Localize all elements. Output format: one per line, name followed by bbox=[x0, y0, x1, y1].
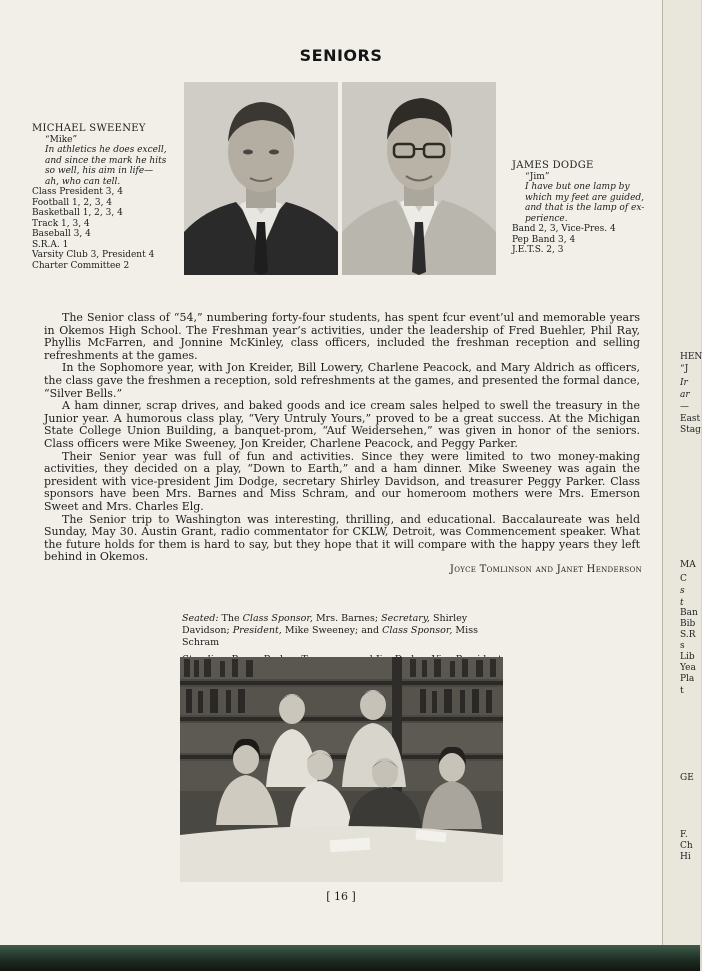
caption-role: Secretary, bbox=[381, 613, 430, 624]
page-title: SENIORS bbox=[299, 46, 383, 65]
senior-portraits bbox=[184, 82, 496, 275]
article-paragraph: Their Senior year was full of fun and activities. Since they were limited to two money-making activities, they decided on a play, “Down to Earth,” and a ham dinner. Mike Sweeney was again the president with vice-president Jim Dodge, secretary Shirley Davidson, and treasurer Peggy Parker. Class sponsors have been Mrs. Barnes and Miss Schram, and our homeroom mothers were Mrs. Emerson Sweet and Mrs. Charles Elg. bbox=[44, 449, 640, 513]
adjacent-page-fragment: “J bbox=[680, 364, 689, 374]
senior-nickname: “Mike” bbox=[45, 134, 78, 145]
senior-activity: Class President 3, 4 bbox=[32, 187, 123, 197]
adjacent-page-fragment: s bbox=[680, 641, 685, 651]
class-history-article bbox=[44, 312, 640, 564]
bio-james-dodge bbox=[512, 161, 652, 256]
adjacent-page-fragment: t bbox=[680, 686, 684, 696]
senior-activity: Football 1, 2, 3, 4 bbox=[32, 197, 113, 208]
adjacent-page-fragment: — bbox=[680, 402, 689, 412]
caption-role: President, bbox=[232, 625, 282, 636]
caption-text: The bbox=[218, 613, 243, 624]
article-paragraph: A ham dinner, scrap drives, and baked goods and ice cream sales helped to swell the treasury in the Junior year. A humorous class play, “Very Untruly Yours,” proved to be a great success. At the Michigan State College Union Building, a banquet-prom, “Auf Weidersehen,” was given in honor of the seniors. Class officers were Mike Sweeney, Jon Kreider, Charlene Peacock, and Peggy Parker. bbox=[44, 399, 640, 450]
caption-text: Mike Sweeney; and bbox=[281, 625, 383, 636]
caption-label: Seated: bbox=[182, 613, 219, 624]
article-paragraph: The Senior trip to Washington was interesting, thrilling, and educational. Baccalaureate was held Sunday, May 30. Austin Grant, radio commentator for CKLW, Detroit, was Commencement speaker. What the future holds for them is hard to say, but they hope that it will compare with the happy years they left behind in Okemos. bbox=[44, 512, 640, 564]
adjacent-page-fragment: Bib bbox=[680, 619, 696, 629]
adjacent-page-fragment: F. bbox=[680, 830, 688, 840]
caption-text: Miss Schram bbox=[182, 625, 478, 648]
class-officers-photo bbox=[180, 657, 503, 882]
senior-activity: Charter Committee 2 bbox=[32, 260, 130, 271]
caption-role: Class Sponsor, bbox=[382, 625, 453, 636]
senior-activity: Pep Band 3, 4 bbox=[512, 234, 576, 245]
adjacent-page-fragment: ar bbox=[680, 390, 690, 400]
adjacent-page-fragment: Pla bbox=[680, 674, 695, 684]
senior-quote-line: perience. bbox=[525, 213, 568, 224]
adjacent-page-fragment: s bbox=[680, 586, 685, 596]
senior-quote-line: ah, who can tell. bbox=[45, 176, 121, 187]
adjacent-page-fragment: Stag bbox=[680, 425, 701, 435]
adjacent-page-fragment: Ir bbox=[680, 378, 688, 388]
senior-activity: J.E.T.S. 2, 3 bbox=[512, 245, 564, 255]
bio-michael-sweeney bbox=[32, 124, 177, 271]
caption-role: Class Sponsor, bbox=[242, 613, 313, 624]
article-byline: Joyce Tomlinson and Janet Henderson bbox=[449, 564, 642, 575]
adjacent-page-edge bbox=[662, 0, 701, 945]
portrait-james-dodge bbox=[342, 82, 496, 275]
senior-activity: Baseball 3, 4 bbox=[32, 229, 91, 239]
senior-nickname: “Jim” bbox=[525, 171, 550, 182]
adjacent-page-fragment: Hi bbox=[680, 852, 691, 862]
senior-quote-line: which my feet are guided, bbox=[525, 192, 645, 203]
senior-activity: Basketball 1, 2, 3, 4 bbox=[32, 208, 123, 218]
senior-quote-line: In athletics he does excell, bbox=[45, 145, 167, 155]
adjacent-page-fragment: S.R bbox=[680, 630, 696, 640]
article-paragraph: The Senior class of “54,” numbering forty-four students, has spent fcur event’ul and memorable years in Okemos High School. The Freshman year’s activities, under the leadership of Fred Buehler, Phil Ray, Phyllis McFarren, and Jonnine McKinley, class officers, included the freshman reception and selling refreshments at the games. bbox=[44, 311, 640, 362]
adjacent-page-fragment: Lib bbox=[680, 652, 695, 662]
senior-quote-line: and that is the lamp of ex- bbox=[525, 203, 645, 213]
adjacent-page-fragment: C bbox=[680, 574, 687, 584]
senior-name: JAMES DODGE bbox=[512, 160, 594, 171]
adjacent-page-fragment: Yea bbox=[680, 663, 696, 673]
senior-quote-line: and since the mark he hits bbox=[45, 155, 167, 166]
caption-text: Mrs. Barnes; bbox=[312, 613, 382, 624]
adjacent-page-fragment: HEN bbox=[680, 352, 702, 362]
adjacent-page-fragment: Ch bbox=[680, 841, 693, 851]
adjacent-page-fragment: MA bbox=[680, 560, 696, 570]
adjacent-page-fragment: GE bbox=[680, 773, 694, 783]
senior-activity: S.R.A. 1 bbox=[32, 239, 69, 250]
senior-activity: Varsity Club 3, President 4 bbox=[32, 250, 155, 260]
senior-quote-line: I have but one lamp by bbox=[525, 182, 630, 192]
book-binding-edge bbox=[0, 945, 700, 971]
caption-seated bbox=[182, 613, 512, 649]
article-paragraph: In the Sophomore year, with Jon Kreider, Bill Lowery, Charlene Peacock, and Mary Aldrich as officers, the class gave the freshmen a reception, sold refreshments at the games, and presented the formal dance, “Silver Bells.” bbox=[44, 361, 640, 400]
adjacent-page-fragment: East bbox=[680, 414, 701, 424]
adjacent-page-fragment: t bbox=[680, 598, 684, 608]
senior-name: MICHAEL SWEENEY bbox=[32, 123, 146, 134]
caption-text: Shirley Davidson; bbox=[182, 613, 468, 636]
senior-quote-line: so well, his aim in life— bbox=[45, 166, 154, 176]
page-number: [ 16 ] bbox=[326, 890, 356, 903]
senior-activity: Band 2, 3, Vice-Pres. 4 bbox=[512, 224, 616, 234]
adjacent-page-fragment: Ban bbox=[680, 608, 698, 618]
senior-activity: Track 1, 3, 4 bbox=[32, 218, 90, 229]
portrait-michael-sweeney bbox=[184, 82, 338, 275]
